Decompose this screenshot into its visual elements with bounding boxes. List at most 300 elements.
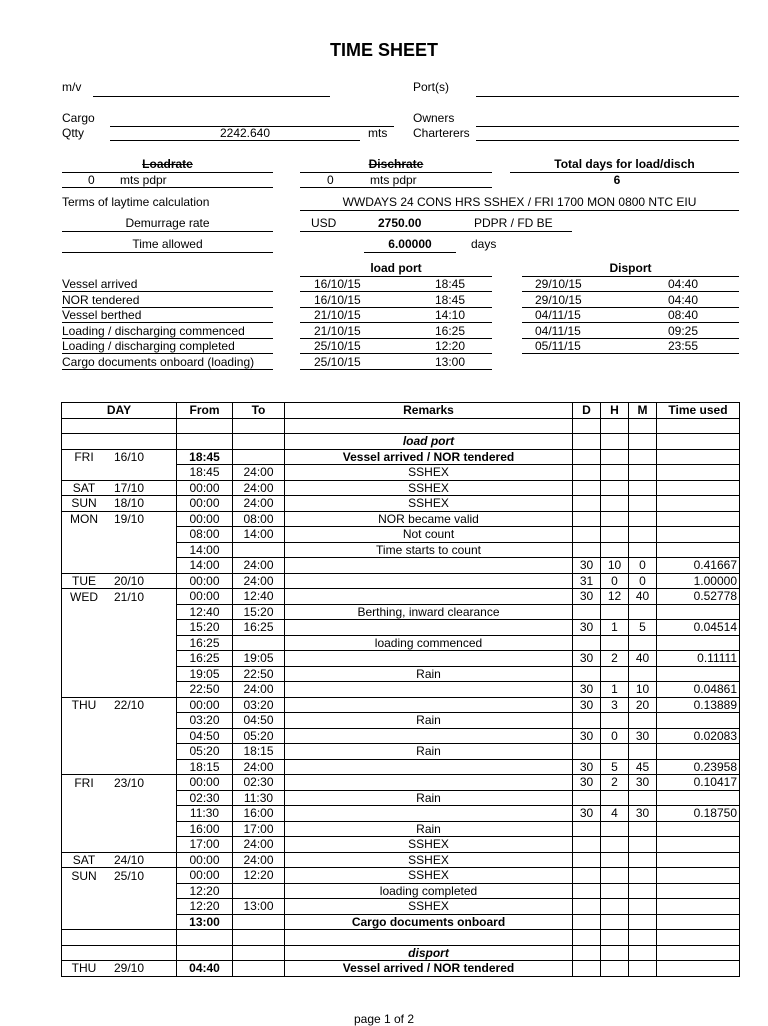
table-row <box>62 589 740 605</box>
table-row <box>62 790 740 806</box>
event-lp-date: 21/10/15 <box>314 323 361 338</box>
table-row <box>62 852 740 868</box>
to-cell <box>233 434 285 450</box>
d-cell <box>573 899 601 915</box>
day-date: 20/10 <box>113 573 145 588</box>
table-row <box>62 930 740 946</box>
remarks-cell: Rain <box>285 821 573 837</box>
remarks-cell: Rain <box>285 666 573 682</box>
to-cell: 15:20 <box>233 604 285 620</box>
loadrate-line <box>62 173 273 188</box>
to-cell: 24:00 <box>233 837 285 853</box>
day-cell <box>62 930 177 946</box>
terms-value: WWDAYS 24 CONS HRS SSHEX / FRI 1700 MON 0800 NTC EIU <box>300 195 739 211</box>
day-date: 16/10 <box>113 450 145 464</box>
day-cell <box>62 728 177 744</box>
time-used-cell <box>657 868 740 884</box>
day-cell <box>62 713 177 729</box>
h-cell <box>601 790 629 806</box>
to-cell: 17:00 <box>233 821 285 837</box>
header-h: H <box>601 403 629 419</box>
table-row <box>62 666 740 682</box>
event-dp-date: 05/11/15 <box>535 339 581 354</box>
to-cell: 12:40 <box>233 589 285 605</box>
m-cell: 10 <box>629 682 657 698</box>
d-cell <box>573 821 601 837</box>
loadrate-value: 0 <box>88 173 95 187</box>
header-from: From <box>177 403 233 419</box>
from-cell: 14:00 <box>177 542 233 558</box>
remarks-cell <box>285 930 573 946</box>
h-cell <box>601 821 629 837</box>
time-used-cell <box>657 604 740 620</box>
remarks-cell <box>285 651 573 667</box>
time-used-cell <box>657 821 740 837</box>
table-row <box>62 449 740 465</box>
d-cell <box>573 852 601 868</box>
time-allowed-unit: days <box>471 237 497 251</box>
time-used-cell <box>657 434 740 450</box>
h-cell <box>601 930 629 946</box>
to-cell: 05:20 <box>233 728 285 744</box>
time-allowed-value: 6.00000 <box>364 237 456 253</box>
m-cell <box>629 465 657 481</box>
table-row <box>62 651 740 667</box>
table-row <box>62 604 740 620</box>
table-header-row <box>62 403 740 419</box>
cargo-label: Cargo <box>62 111 95 125</box>
table-row <box>62 759 740 775</box>
time-used-cell: 0.52778 <box>657 589 740 605</box>
event-label: NOR tendered <box>62 293 273 308</box>
time-used-cell: 0.10417 <box>657 775 740 791</box>
table-row <box>62 573 740 589</box>
total-days-value: 6 <box>613 173 621 187</box>
from-cell: 14:00 <box>177 558 233 574</box>
charterers-label: Charterers <box>413 126 470 140</box>
remarks-cell <box>285 759 573 775</box>
day-cell <box>62 744 177 760</box>
h-cell <box>601 868 629 884</box>
remarks-cell: SSHEX <box>285 480 573 496</box>
event-label: Vessel arrived <box>62 277 273 292</box>
table-row <box>62 945 740 961</box>
day-date: 22/10 <box>113 698 145 712</box>
day-cell <box>62 527 177 543</box>
m-cell <box>629 496 657 512</box>
loadrate-label: Loadrate <box>142 157 193 171</box>
to-cell: 11:30 <box>233 790 285 806</box>
event-dp-time: 08:40 <box>668 308 699 323</box>
day-name: FRI <box>74 450 94 464</box>
owners-field[interactable] <box>476 111 739 127</box>
from-cell: 08:00 <box>177 527 233 543</box>
h-cell <box>601 635 629 651</box>
from-cell: 00:00 <box>177 573 233 589</box>
m-cell <box>629 434 657 450</box>
table-row <box>62 480 740 496</box>
table-row <box>62 465 740 481</box>
m-cell: 40 <box>629 651 657 667</box>
ports-field[interactable] <box>476 80 739 97</box>
d-cell <box>573 837 601 853</box>
to-cell: 22:50 <box>233 666 285 682</box>
time-used-cell <box>657 930 740 946</box>
time-used-cell: 0.18750 <box>657 806 740 822</box>
header-day: DAY <box>62 403 177 419</box>
table-row <box>62 434 740 450</box>
disport-header: Disport <box>522 261 739 277</box>
m-cell: 45 <box>629 759 657 775</box>
remarks-cell: SSHEX <box>285 868 573 884</box>
day-cell <box>62 620 177 636</box>
day-cell <box>62 868 177 884</box>
to-cell: 04:50 <box>233 713 285 729</box>
remarks-cell: SSHEX <box>285 852 573 868</box>
page-footer: page 1 of 2 <box>353 1012 415 1026</box>
from-cell <box>177 418 233 434</box>
time-used-cell <box>657 837 740 853</box>
remarks-cell: Not count <box>285 527 573 543</box>
remarks-cell: loading completed <box>285 883 573 899</box>
from-cell: 04:40 <box>177 961 233 977</box>
time-used-cell <box>657 945 740 961</box>
remarks-cell: Time starts to count <box>285 542 573 558</box>
event-dp-time: 09:25 <box>668 323 699 338</box>
demurrage-value: 2750.00 <box>378 216 422 230</box>
table-row <box>62 635 740 651</box>
event-lp-date: 16/10/15 <box>314 277 361 291</box>
h-cell: 2 <box>601 775 629 791</box>
day-cell <box>62 806 177 822</box>
to-cell: 12:20 <box>233 868 285 884</box>
to-cell <box>233 930 285 946</box>
h-cell: 10 <box>601 558 629 574</box>
table-row <box>62 837 740 853</box>
from-cell: 13:00 <box>177 914 233 930</box>
to-cell: 16:25 <box>233 620 285 636</box>
day-name: THU <box>71 698 97 712</box>
remarks-cell <box>285 697 573 713</box>
event-dp-date: 04/11/15 <box>535 323 581 338</box>
from-cell: 18:15 <box>177 759 233 775</box>
dischrate-label: Dischrate <box>368 157 424 171</box>
h-cell <box>601 465 629 481</box>
remarks-cell: Rain <box>285 790 573 806</box>
d-cell <box>573 434 601 450</box>
day-name: MON <box>70 512 98 526</box>
time-used-cell <box>657 496 740 512</box>
from-cell: 05:20 <box>177 744 233 760</box>
table-row <box>62 899 740 915</box>
time-used-cell: 0.02083 <box>657 728 740 744</box>
table-row <box>62 868 740 884</box>
day-name: SUN <box>71 496 97 511</box>
to-cell: 02:30 <box>233 775 285 791</box>
remarks-cell: disport <box>285 945 573 961</box>
event-lp-time: 12:20 <box>435 339 466 354</box>
d-cell <box>573 449 601 465</box>
day-cell <box>62 558 177 574</box>
m-cell: 0 <box>629 558 657 574</box>
demurrage-currency: USD <box>311 216 337 230</box>
remarks-cell <box>285 775 573 791</box>
header-to: To <box>233 403 285 419</box>
d-cell: 30 <box>573 589 601 605</box>
m-cell <box>629 542 657 558</box>
day-date: 23/10 <box>113 775 145 790</box>
table-row <box>62 775 740 791</box>
dischrate-unit: mts pdpr <box>370 173 417 187</box>
from-cell: 19:05 <box>177 666 233 682</box>
d-cell <box>573 868 601 884</box>
h-cell <box>601 852 629 868</box>
table-row <box>62 744 740 760</box>
header-m: M <box>629 403 657 419</box>
to-cell <box>233 914 285 930</box>
time-used-cell <box>657 899 740 915</box>
h-cell: 5 <box>601 759 629 775</box>
dischrate-header <box>300 157 492 173</box>
mv-field[interactable] <box>93 80 330 97</box>
day-date: 24/10 <box>113 852 145 867</box>
table-row <box>62 527 740 543</box>
table-row <box>62 713 740 729</box>
h-cell <box>601 899 629 915</box>
m-cell <box>629 852 657 868</box>
h-cell <box>601 837 629 853</box>
m-cell <box>629 868 657 884</box>
d-cell <box>573 542 601 558</box>
from-cell: 16:25 <box>177 651 233 667</box>
day-cell <box>62 511 177 527</box>
day-cell <box>62 434 177 450</box>
to-cell: 14:00 <box>233 527 285 543</box>
h-cell <box>601 496 629 512</box>
from-cell: 17:00 <box>177 837 233 853</box>
time-used-cell <box>657 542 740 558</box>
day-cell <box>62 635 177 651</box>
from-cell: 00:00 <box>177 511 233 527</box>
h-cell: 4 <box>601 806 629 822</box>
time-used-cell <box>657 744 740 760</box>
event-lp-time: 18:45 <box>435 277 466 291</box>
qtty-value: 2242.640 <box>219 126 271 140</box>
event-dp-date: 29/10/15 <box>535 277 582 291</box>
day-cell <box>62 945 177 961</box>
to-cell <box>233 945 285 961</box>
h-cell: 12 <box>601 589 629 605</box>
d-cell <box>573 496 601 512</box>
from-cell: 00:00 <box>177 775 233 791</box>
h-cell <box>601 527 629 543</box>
from-cell: 15:20 <box>177 620 233 636</box>
from-cell <box>177 434 233 450</box>
m-cell <box>629 930 657 946</box>
dischrate-value: 0 <box>327 173 334 187</box>
cargo-field[interactable] <box>110 111 394 127</box>
to-cell: 24:00 <box>233 759 285 775</box>
m-cell <box>629 744 657 760</box>
day-cell <box>62 914 177 930</box>
remarks-cell: load port <box>285 434 573 450</box>
m-cell <box>629 883 657 899</box>
day-cell <box>62 589 177 605</box>
load-port-header: load port <box>300 261 492 277</box>
m-cell: 30 <box>629 728 657 744</box>
page-title: TIME SHEET <box>329 40 438 60</box>
from-cell: 18:45 <box>177 449 233 465</box>
qtty-unit: mts <box>368 126 388 140</box>
day-cell <box>62 852 177 868</box>
day-cell <box>62 480 177 496</box>
owners-label: Owners <box>413 111 455 125</box>
from-cell: 02:30 <box>177 790 233 806</box>
from-cell: 00:00 <box>177 480 233 496</box>
day-date: 18/10 <box>113 496 145 511</box>
day-cell <box>62 465 177 481</box>
day-cell <box>62 651 177 667</box>
from-cell: 11:30 <box>177 806 233 822</box>
table-row <box>62 728 740 744</box>
d-cell <box>573 790 601 806</box>
to-cell <box>233 883 285 899</box>
day-cell <box>62 418 177 434</box>
h-cell: 2 <box>601 651 629 667</box>
m-cell <box>629 914 657 930</box>
remarks-cell: Rain <box>285 744 573 760</box>
to-cell: 13:00 <box>233 899 285 915</box>
from-cell: 03:20 <box>177 713 233 729</box>
table-row <box>62 914 740 930</box>
time-used-cell: 0.04514 <box>657 620 740 636</box>
time-used-cell <box>657 790 740 806</box>
from-cell: 00:00 <box>177 868 233 884</box>
time-used-cell: 0.23958 <box>657 759 740 775</box>
remarks-cell <box>285 806 573 822</box>
day-cell <box>62 666 177 682</box>
from-cell <box>177 945 233 961</box>
remarks-cell <box>285 728 573 744</box>
h-cell <box>601 744 629 760</box>
h-cell <box>601 713 629 729</box>
event-lp-date: 16/10/15 <box>314 292 361 307</box>
day-cell <box>62 697 177 713</box>
h-cell <box>601 480 629 496</box>
table-row <box>62 542 740 558</box>
m-cell: 40 <box>629 589 657 605</box>
to-cell <box>233 542 285 558</box>
d-cell <box>573 914 601 930</box>
from-cell: 04:50 <box>177 728 233 744</box>
to-cell: 24:00 <box>233 496 285 512</box>
h-cell: 3 <box>601 697 629 713</box>
d-cell <box>573 744 601 760</box>
qtty-field[interactable] <box>110 126 360 141</box>
to-cell: 16:00 <box>233 806 285 822</box>
h-cell <box>601 434 629 450</box>
event-dp-date: 04/11/15 <box>535 308 581 323</box>
header-remarks: Remarks <box>285 403 573 419</box>
d-cell <box>573 511 601 527</box>
remarks-cell: loading commenced <box>285 635 573 651</box>
table-row <box>62 961 740 977</box>
table-row <box>62 697 740 713</box>
charterers-field[interactable] <box>476 126 739 141</box>
to-cell: 24:00 <box>233 465 285 481</box>
d-cell <box>573 635 601 651</box>
to-cell: 18:15 <box>233 744 285 760</box>
m-cell <box>629 511 657 527</box>
h-cell <box>601 542 629 558</box>
d-cell: 30 <box>573 697 601 713</box>
header-d: D <box>573 403 601 419</box>
from-cell: 16:00 <box>177 821 233 837</box>
time-used-cell <box>657 511 740 527</box>
day-cell <box>62 775 177 791</box>
d-cell: 30 <box>573 682 601 698</box>
to-cell: 24:00 <box>233 573 285 589</box>
from-cell: 00:00 <box>177 589 233 605</box>
laytime-table <box>61 402 740 977</box>
to-cell: 24:00 <box>233 852 285 868</box>
d-cell <box>573 883 601 899</box>
day-cell <box>62 573 177 589</box>
from-cell: 00:00 <box>177 697 233 713</box>
event-label: Loading / discharging commenced <box>62 324 273 339</box>
day-date: 19/10 <box>113 512 145 526</box>
from-cell: 22:50 <box>177 682 233 698</box>
remarks-cell: SSHEX <box>285 837 573 853</box>
day-date: 29/10 <box>113 961 145 976</box>
d-cell <box>573 713 601 729</box>
event-lp-date: 25/10/15 <box>314 339 361 354</box>
d-cell: 30 <box>573 620 601 636</box>
time-used-cell <box>657 883 740 899</box>
loadrate-header <box>62 157 273 173</box>
d-cell: 30 <box>573 775 601 791</box>
time-used-cell: 0.13889 <box>657 697 740 713</box>
day-date: 25/10 <box>113 868 145 883</box>
m-cell <box>629 837 657 853</box>
table-row <box>62 806 740 822</box>
d-cell: 31 <box>573 573 601 589</box>
m-cell: 30 <box>629 806 657 822</box>
time-used-cell <box>657 527 740 543</box>
h-cell: 0 <box>601 728 629 744</box>
h-cell: 1 <box>601 682 629 698</box>
event-lp-date: 25/10/15 <box>314 355 361 369</box>
time-allowed-label: Time allowed <box>62 237 273 253</box>
day-cell <box>62 790 177 806</box>
to-cell: 03:20 <box>233 697 285 713</box>
remarks-cell: NOR became valid <box>285 511 573 527</box>
m-cell <box>629 961 657 977</box>
dischrate-line <box>300 173 492 188</box>
m-cell <box>629 449 657 465</box>
time-used-cell: 0.11111 <box>657 651 740 667</box>
event-lp-time: 13:00 <box>435 355 466 369</box>
m-cell <box>629 713 657 729</box>
remarks-cell: Vessel arrived / NOR tendered <box>285 449 573 465</box>
to-cell: 19:05 <box>233 651 285 667</box>
h-cell <box>601 961 629 977</box>
time-used-cell <box>657 635 740 651</box>
m-cell <box>629 821 657 837</box>
time-used-cell: 0.41667 <box>657 558 740 574</box>
time-used-cell <box>657 480 740 496</box>
day-cell <box>62 682 177 698</box>
